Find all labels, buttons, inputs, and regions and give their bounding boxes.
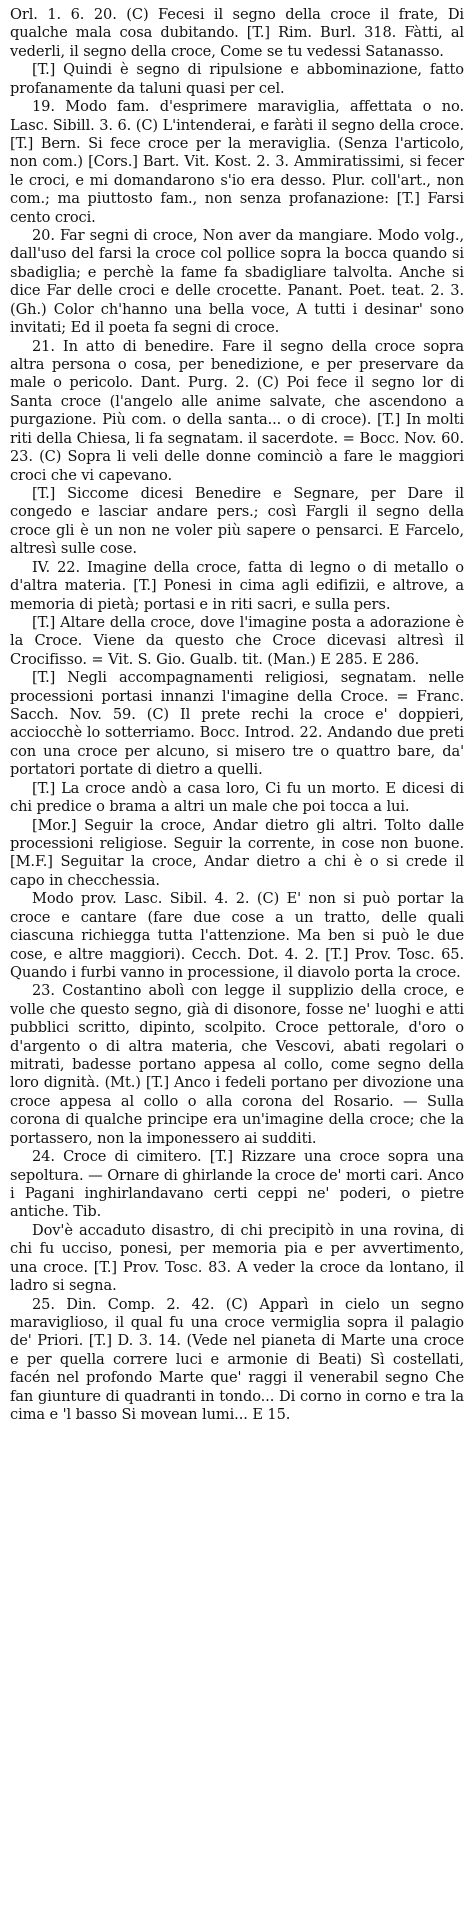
entry-paragraph-3: 19. Modo fam. d'esprimere maraviglia, affettata o no. Lasc. Sibill. 3. 6. (C) L'intenderai, e faràti il segno della croce. [T.] Bern. Si fece croce per la meraviglia. (Senza l'articolo, non com.) [Cors.] Bart. Vit. Kost. 2. 3. Ammiratissimi, si fecer le croci, e mi domandarono s'io era desso. Plur. coll'art., non com.; ma piuttosto fam., non senza profanazione: [T.] Farsi cento croci. [10,98,464,226]
entry-paragraph-8: [T.] Altare della croce, dove l'imagine posta a adorazione è la Croce. Viene da questo che Croce dicevasi altresì il Crocifisso. = Vit. S. Gio. Gualb. tit. (Man.) E 285. E 286. [10,613,464,668]
entry-paragraph-9: [T.] Negli accompagnamenti religiosi, segnatam. nelle processioni portasi innanzi l'imagine della Croce. = Franc. Sacch. Nov. 59. (C) Il prete rechi la croce e' doppieri, acciocchè lo sotterriamo. Bocc. Introd. 22. Andando due preti con una croce per alcuno, si misero tre o quattro bare, da' portatori portate di dietro a quelli. [10,669,464,779]
entry-paragraph-2: [T.] Quindi è segno di ripulsione e abbominazione, fatto profanamente da taluni quasi per cel. [10,61,464,97]
entry-paragraph-14: 24. Croce di cimitero. [T.] Rizzare una croce sopra una sepoltura. — Ornare di ghirlande la croce de' morti cari. Anco i Pagani inghirlandavano certi ceppi ne' poderi, o pietre antiche. Tib. [10,1148,464,1221]
entry-paragraph-11: [Mor.] Seguir la croce, Andar dietro gli altri. Tolto dalle processioni religiose. Seguir la corrente, in cose non buone. [M.F.] Seguitar la croce, Andar dietro a chi è o si crede il capo in checchessia. [10,816,464,889]
entry-paragraph-6: [T.] Siccome dicesi Benedire e Segnare, per Dare il congedo e lasciar andare pers.; così Fargli il segno della croce gli è un non ne voler più sapere o pensarci. E Farcelo, altresì sulle cose. [10,484,464,558]
entry-paragraph-16: 25. Din. Comp. 2. 42. (C) Apparì in cielo un segno maraviglioso, il qual fu una croce vermiglia sopra il palagio de' Priori. [T.] D. 3. 14. (Vede nel pianeta di Marte una croce e per quella correre luci e armonie di Beati) Sì costellati, facén nel profondo Marte que' raggi il venerabil segno Che fan giunture di quadranti in tondo... Di corno in corno e tra la cima e 'l basso Si movean lumi... E 15. [10,1295,464,1424]
entry-paragraph-7: IV. 22. Imagine della croce, fatta di legno o di metallo o d'altra materia. [T.] Ponesi in cima agli edifizii, e altrove, a memoria di pietà; portasi e in riti sacri, e sulla pers. [10,558,464,613]
entry-paragraph-5: 21. In atto di benedire. Fare il segno della croce sopra altra persona o cosa, per benedizione, e per preservare da male o pericolo. Dant. Purg. 2. (C) Poi fece il segno lor di Santa croce (l'angelo alle anime salvate, che ascendono a purgazione. Più com. o della santa... o di croce). [T.] In molti riti della Chiesa, li fa segnatam. il sacerdote. = Bocc. Nov. 60. 23. (C) Sopra li veli delle donne cominciò a fare le maggiori croci che vi capevano. [10,337,464,484]
entry-paragraph-10: [T.] La croce andò a casa loro, Ci fu un morto. E dicesi di chi predice o brama a altri un male che poi tocca a lui. [10,779,464,816]
entry-paragraph-12: Modo prov. Lasc. Sibil. 4. 2. (C) E' non si può portar la croce e cantare (fare due cose a un tratto, delle quali ciascuna richiegga tutta l'attenzione. Ma ben si può le due cose, e altre maggiori). Cecch. Dot. 4. 2. [T.] Prov. Tosc. 65. Quando i furbi vanno in processione, il diavolo porta la croce. [10,890,464,981]
entry-paragraph-13: 23. Costantino abolì con legge il supplizio della croce, e volle che questo segno, già di disonore, fosse ne' luoghi e atti pubblici scritto, dipinto, scolpito. Croce pettorale, d'oro o d'argento o di altra materia, che Vescovi, abati regolari o mitrati, badesse portano appesa al collo, come segno della loro dignità. (Mt.) [T.] Anco i fedeli portano per divozione una croce appesa al collo o alla corona del Rosario. — Sulla corona di qualche principe era un'imagine della croce; che la portassero, non la imponessero ai sudditi. [10,982,464,1147]
entry-paragraph-1: Orl. 1. 6. 20. (C) Fecesi il segno della croce il frate, Di qualche mala cosa dubitando. [T.] Rim. Burl. 318. Fàtti, al vederli, il segno della croce, Come se tu vedessi Satanasso. [10,6,464,60]
entry-paragraph-4: 20. Far segni di croce, Non aver da mangiare. Modo volg., dall'uso del farsi la croce col pollice sopra la bocca quando si sbadiglia; e perchè la fame fa sbadigliare talvolta. Anche si dice Far delle croci e delle crocette. Panant. Poet. teat. 2. 3. (Gh.) Color ch'hanno una bella voce, A tutti i desinar' sono invitati; Ed il poeta fa segni di croce. [10,227,464,337]
entry-paragraph-15: Dov'è accaduto disastro, di chi precipitò in una rovina, di chi fu ucciso, ponesi, per memoria pia e per avvertimento, una croce. [T.] Prov. Tosc. 83. A veder la croce da lontano, il ladro si segna. [10,1221,464,1295]
